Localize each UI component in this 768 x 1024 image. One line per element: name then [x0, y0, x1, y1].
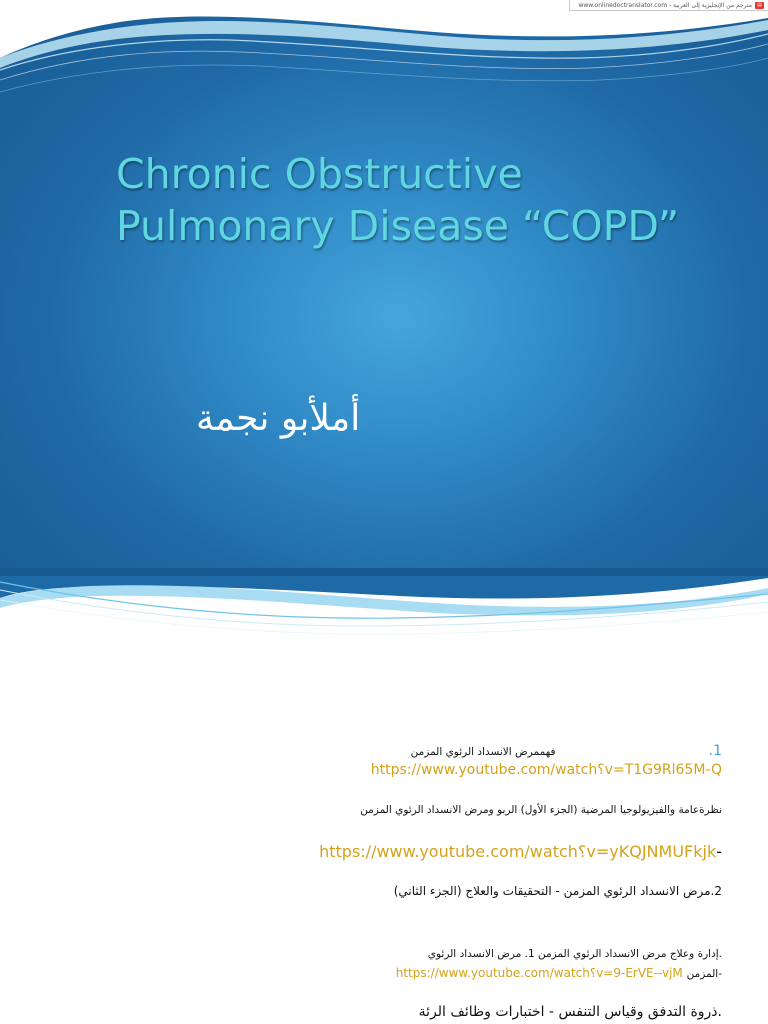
item-number: 1. — [708, 743, 722, 759]
note-text: فهممرض الانسداد الرئوي المزمن — [410, 746, 556, 758]
note-item-4: .إدارة وعلاج مرض الانسداد الرئوي المزمن 1. مرض الانسداد الرئوي — [427, 948, 722, 960]
youtube-link-1[interactable]: https://www.youtube.com/watch؟v=T1G9Rl65M-Q — [370, 762, 722, 778]
slide-title — [116, 148, 756, 252]
title-line-2: Pulmonary Disease “COPD” — [116, 202, 680, 250]
note-item-5: .ذروة التدفق وقياس التنفس - اختبارات وظائف الرئة — [418, 1004, 722, 1020]
note-label: المزمن- — [686, 968, 722, 980]
author-name: أملأبو نجمة — [196, 398, 361, 439]
youtube-link-2[interactable]: https://www.youtube.com/watch؟v=yKQJNMUFkjk — [319, 842, 717, 861]
note-item-4-link-row — [396, 966, 722, 980]
dash-suffix: - — [716, 842, 722, 861]
note-item-2-link-row — [319, 842, 722, 861]
note-item-1 — [411, 740, 722, 759]
note-item-2: نظرةعامة والفيزيولوجيا المرضية (الجزء الأول) الربو ومرض الانسداد الرئوي المزمن — [360, 804, 722, 816]
youtube-link-3[interactable]: https://www.youtube.com/watch؟v=9-ErVE--vjM — [395, 966, 683, 980]
wave-decoration-bottom — [0, 568, 768, 648]
note-item-3: 2.مرض الانسداد الرئوي المزمن - التحقيقات والعلاج (الجزء الثاني) — [393, 884, 722, 898]
translator-banner[interactable] — [569, 0, 768, 11]
title-line-1: Chronic Obstructive — [116, 150, 523, 198]
banner-text: www.onlinedoctranslator.com - مترجم من الإنجليزية إلى العربية — [578, 1, 752, 9]
pdf-icon: ▤ — [755, 2, 764, 9]
